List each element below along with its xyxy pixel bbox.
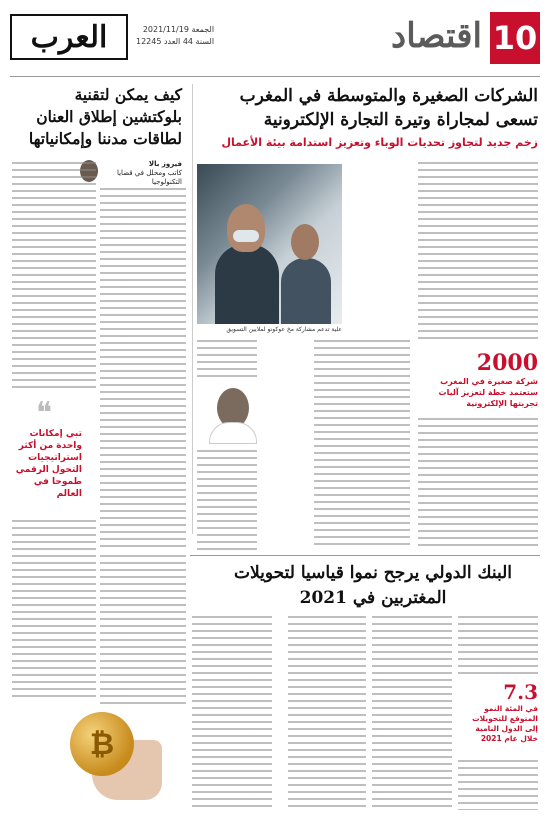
main-body-column-2 bbox=[418, 418, 538, 550]
main-photo bbox=[197, 164, 342, 324]
photo-caption: علية تدعم مشاركة مخ عوكونو لملايين التسويق bbox=[226, 326, 342, 333]
main-body-column-5 bbox=[197, 450, 257, 550]
bottom-pull-quote-text: في المئة النمو المتوقع للتحويلات إلى الدول النامية خلال عام 2021 bbox=[472, 704, 538, 743]
bitcoin-icon: ₿ bbox=[70, 712, 134, 776]
section-title: اقتصاد bbox=[391, 16, 482, 56]
bottom-body-column-4 bbox=[192, 616, 272, 810]
main-subheadline: زخم جديد لتجاوز تحديات الوباء وتعزيز استدامة بيئة الأعمال bbox=[221, 136, 538, 149]
left-body-column-b bbox=[12, 162, 96, 392]
pull-quote-text: شركة صغيرة في المغرب ستعتمد خطة لتعزيز آليات تجربتها الإلكترونية bbox=[438, 377, 538, 408]
left-author-title: كاتب ومحلل في قضايا التكنولوجيا bbox=[116, 169, 182, 186]
bottom-body-column-1 bbox=[458, 616, 538, 678]
left-body-column-c bbox=[12, 520, 96, 700]
newspaper-logo: العرب bbox=[10, 14, 128, 60]
main-body-column-4 bbox=[197, 340, 257, 382]
left-pull-quote: تبي إمكانات واحدة من أكثر استراتيجيات التحول الرقمي طموحا في العالم bbox=[15, 429, 82, 499]
main-pull-quote bbox=[420, 350, 538, 409]
bottom-body-column-2 bbox=[372, 616, 452, 810]
bottom-pull-quote-number: 7.3 bbox=[503, 680, 538, 704]
author-photo-body bbox=[209, 422, 257, 444]
bottom-body-column-1b bbox=[458, 760, 538, 810]
main-headline: الشركات الصغيرة والمتوسطة في المغرب تسعى لمجاراة وتيرة التجارة الإلكترونية bbox=[239, 86, 538, 130]
main-body-column-3 bbox=[314, 340, 410, 550]
left-body-column-d bbox=[100, 555, 186, 705]
column-divider bbox=[192, 84, 193, 534]
pull-quote-number: 2000 bbox=[476, 350, 538, 376]
bottom-body-column-3 bbox=[288, 616, 366, 810]
left-headline: كيف يمكن لتقنية بلوكتشين إطلاق العنان لطاقات مدننا وإمكانياتها bbox=[28, 85, 182, 148]
issue-line: السنة 44 العدد 12245 bbox=[136, 37, 215, 46]
bottom-rule bbox=[190, 555, 540, 556]
page-number: 10 bbox=[490, 12, 540, 64]
quote-mark-icon: ❝ bbox=[36, 396, 53, 431]
date-block bbox=[136, 24, 214, 48]
masthead bbox=[10, 10, 540, 72]
bottom-pull-quote bbox=[458, 680, 538, 744]
top-rule bbox=[10, 76, 540, 77]
left-author-name: فيروز بالا bbox=[148, 160, 182, 168]
left-author-box bbox=[100, 160, 182, 187]
main-body-column-1 bbox=[418, 162, 538, 344]
bottom-headline: البنك الدولي يرجح نموا قياسيا لتحويلات المغتربين في 2021 bbox=[233, 563, 513, 608]
left-body-column-a bbox=[100, 188, 186, 548]
date-line: الجمعة 2021/11/19 bbox=[142, 25, 215, 34]
